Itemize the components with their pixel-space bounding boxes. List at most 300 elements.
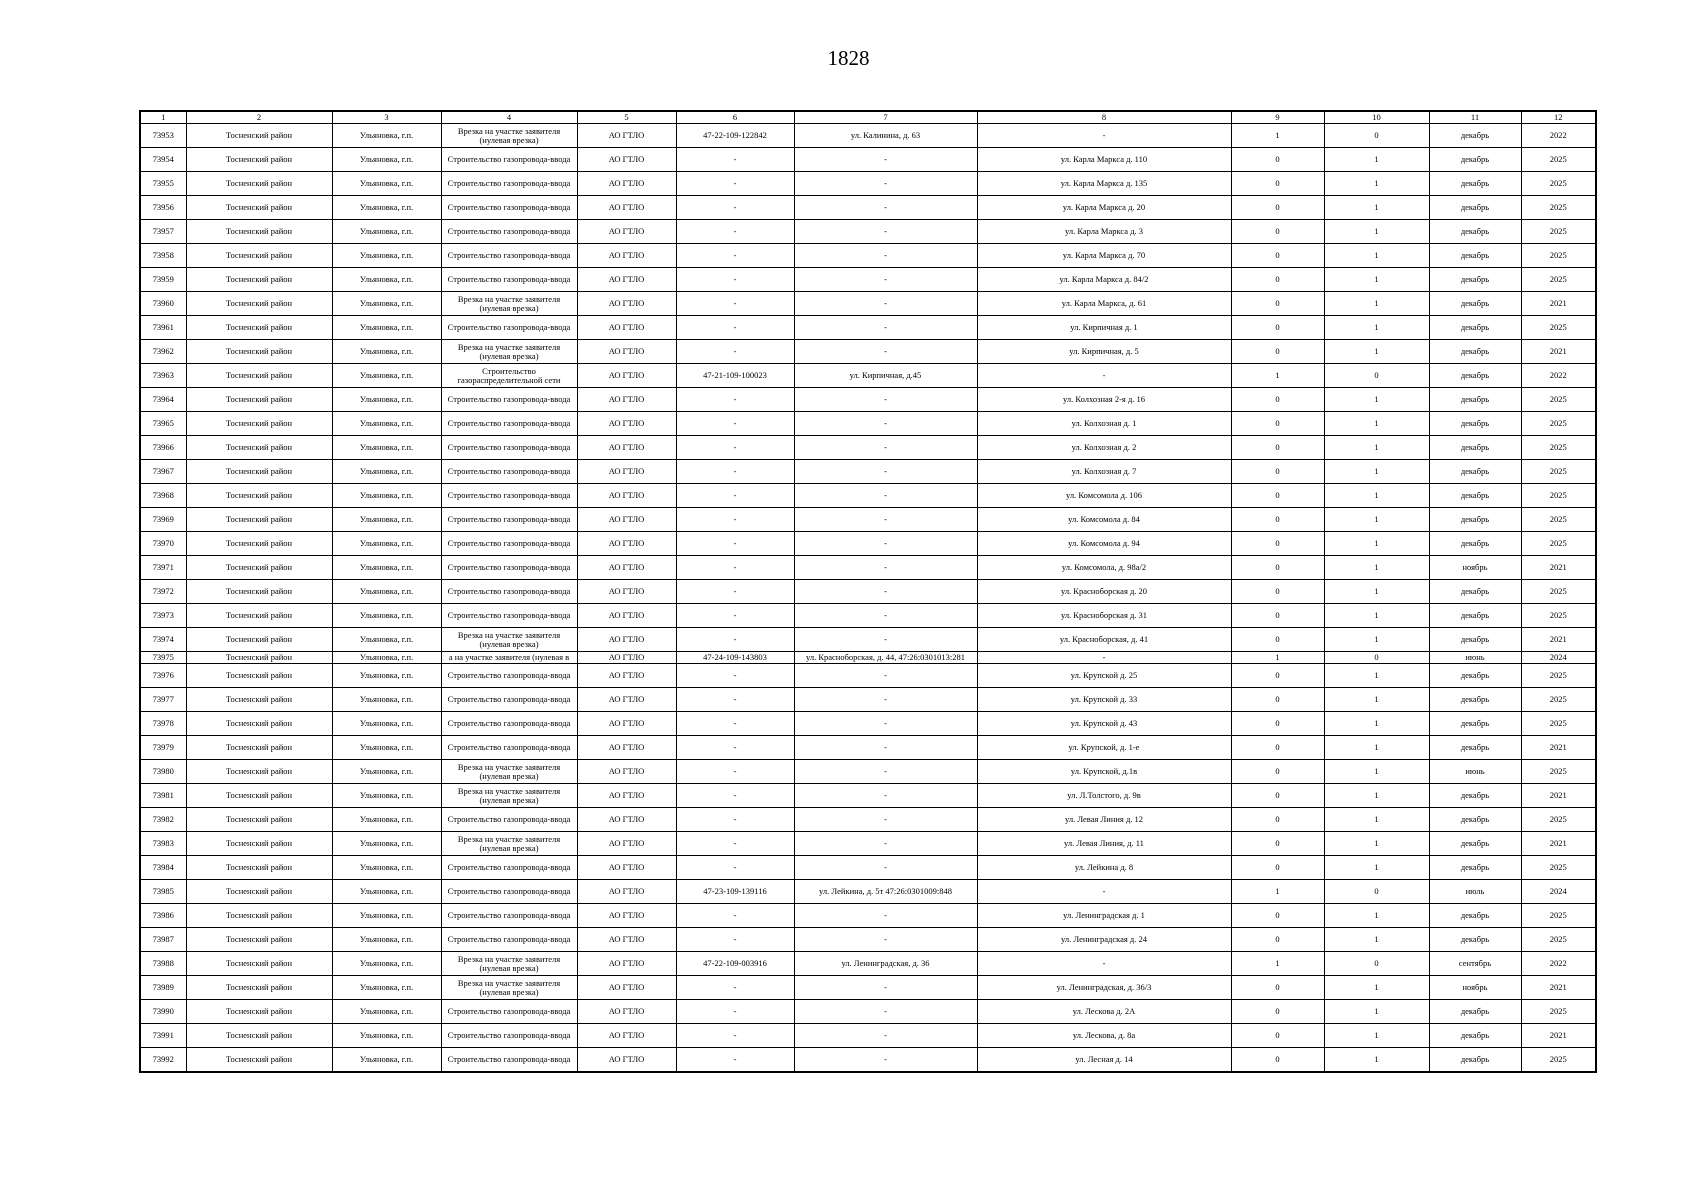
year-cell: 2025 bbox=[1521, 760, 1596, 784]
year-cell: 2025 bbox=[1521, 268, 1596, 292]
work-type-cell: Строительство газопровода-ввода bbox=[441, 1048, 577, 1073]
month-cell: декабрь bbox=[1429, 664, 1521, 688]
object-address-cell: - bbox=[794, 784, 977, 808]
count-b-cell: 1 bbox=[1324, 340, 1429, 364]
count-b-cell: 1 bbox=[1324, 976, 1429, 1000]
month-cell: декабрь bbox=[1429, 928, 1521, 952]
applicant-address-cell: ул. Красноборская д. 31 bbox=[977, 604, 1231, 628]
object-address-cell: - bbox=[794, 604, 977, 628]
district-cell: Тосненский район bbox=[186, 664, 332, 688]
district-cell: Тосненский район bbox=[186, 196, 332, 220]
month-cell: декабрь bbox=[1429, 172, 1521, 196]
applicant-address-cell: ул. Крупской д. 25 bbox=[977, 664, 1231, 688]
district-cell: Тосненский район bbox=[186, 508, 332, 532]
object-address-cell: - bbox=[794, 220, 977, 244]
cadastral-number-cell: - bbox=[676, 532, 794, 556]
month-cell: декабрь bbox=[1429, 604, 1521, 628]
object-address-cell: - bbox=[794, 856, 977, 880]
row-number-cell: 73971 bbox=[140, 556, 186, 580]
district-cell: Тосненский район bbox=[186, 388, 332, 412]
cadastral-number-cell: - bbox=[676, 784, 794, 808]
row-number-cell: 73988 bbox=[140, 952, 186, 976]
cadastral-number-cell: - bbox=[676, 556, 794, 580]
count-a-cell: 0 bbox=[1231, 1000, 1324, 1024]
organization-cell: АО ГТЛО bbox=[577, 508, 676, 532]
month-cell: декабрь bbox=[1429, 904, 1521, 928]
organization-cell: АО ГТЛО bbox=[577, 124, 676, 148]
object-address-cell: - bbox=[794, 832, 977, 856]
cadastral-number-cell: 47-23-109-139116 bbox=[676, 880, 794, 904]
year-cell: 2021 bbox=[1521, 784, 1596, 808]
district-cell: Тосненский район bbox=[186, 268, 332, 292]
district-cell: Тосненский район bbox=[186, 532, 332, 556]
count-a-cell: 0 bbox=[1231, 832, 1324, 856]
applicant-address-cell: ул. Колхозная д. 7 bbox=[977, 460, 1231, 484]
object-address-cell: - bbox=[794, 976, 977, 1000]
year-cell: 2025 bbox=[1521, 688, 1596, 712]
district-cell: Тосненский район bbox=[186, 292, 332, 316]
cadastral-number-cell: - bbox=[676, 436, 794, 460]
count-b-cell: 1 bbox=[1324, 532, 1429, 556]
page-number: 1828 bbox=[827, 46, 870, 70]
month-cell: июнь bbox=[1429, 760, 1521, 784]
settlement-cell: Ульяновка, г.п. bbox=[332, 484, 441, 508]
object-address-cell: - bbox=[794, 1048, 977, 1073]
table-row bbox=[140, 340, 1596, 364]
count-a-cell: 0 bbox=[1231, 604, 1324, 628]
month-cell: декабрь bbox=[1429, 460, 1521, 484]
year-cell: 2025 bbox=[1521, 1048, 1596, 1073]
work-type-cell: Строительство газопровода-ввода bbox=[441, 172, 577, 196]
settlement-cell: Ульяновка, г.п. bbox=[332, 436, 441, 460]
month-cell: декабрь bbox=[1429, 220, 1521, 244]
count-b-cell: 1 bbox=[1324, 1048, 1429, 1073]
table-row bbox=[140, 580, 1596, 604]
year-cell: 2025 bbox=[1521, 172, 1596, 196]
organization-cell: АО ГТЛО bbox=[577, 412, 676, 436]
settlement-cell: Ульяновка, г.п. bbox=[332, 652, 441, 664]
row-number-cell: 73953 bbox=[140, 124, 186, 148]
count-b-cell: 1 bbox=[1324, 220, 1429, 244]
applicant-address-cell: ул. Красноборская д. 20 bbox=[977, 580, 1231, 604]
object-address-cell: - bbox=[794, 928, 977, 952]
organization-cell: АО ГТЛО bbox=[577, 784, 676, 808]
organization-cell: АО ГТЛО bbox=[577, 340, 676, 364]
month-cell: ноябрь bbox=[1429, 976, 1521, 1000]
settlement-cell: Ульяновка, г.п. bbox=[332, 196, 441, 220]
year-cell: 2025 bbox=[1521, 904, 1596, 928]
row-number-cell: 73957 bbox=[140, 220, 186, 244]
applicant-address-cell: ул. Карла Маркса д. 135 bbox=[977, 172, 1231, 196]
applicant-address-cell: ул. Крупской д. 43 bbox=[977, 712, 1231, 736]
month-cell: декабрь bbox=[1429, 292, 1521, 316]
table-row bbox=[140, 952, 1596, 976]
count-a-cell: 1 bbox=[1231, 364, 1324, 388]
district-cell: Тосненский район bbox=[186, 856, 332, 880]
district-cell: Тосненский район bbox=[186, 412, 332, 436]
district-cell: Тосненский район bbox=[186, 712, 332, 736]
district-cell: Тосненский район bbox=[186, 1048, 332, 1073]
applicant-address-cell: ул. Крупской, д.1в bbox=[977, 760, 1231, 784]
work-type-cell: Врезка на участке заявителя (нулевая врезка) bbox=[441, 976, 577, 1000]
table-row bbox=[140, 556, 1596, 580]
work-type-cell: Строительство газопровода-ввода bbox=[441, 388, 577, 412]
year-cell: 2025 bbox=[1521, 484, 1596, 508]
count-a-cell: 0 bbox=[1231, 196, 1324, 220]
month-cell: ноябрь bbox=[1429, 556, 1521, 580]
count-a-cell: 1 bbox=[1231, 652, 1324, 664]
count-a-cell: 0 bbox=[1231, 172, 1324, 196]
work-type-cell: Врезка на участке заявителя (нулевая врезка) bbox=[441, 760, 577, 784]
object-address-cell: ул. Красноборская, д. 44, 47:26:0301013:281 bbox=[794, 652, 977, 664]
applicant-address-cell: ул. Кирпичная д. 1 bbox=[977, 316, 1231, 340]
month-cell: декабрь bbox=[1429, 1048, 1521, 1073]
district-cell: Тосненский район bbox=[186, 880, 332, 904]
settlement-cell: Ульяновка, г.п. bbox=[332, 832, 441, 856]
applicant-address-cell: ул. Карла Маркса д. 3 bbox=[977, 220, 1231, 244]
count-a-cell: 0 bbox=[1231, 244, 1324, 268]
count-a-cell: 0 bbox=[1231, 928, 1324, 952]
cadastral-number-cell: - bbox=[676, 688, 794, 712]
month-cell: декабрь bbox=[1429, 196, 1521, 220]
row-number-cell: 73987 bbox=[140, 928, 186, 952]
applicant-address-cell: ул. Кирпичная, д. 5 bbox=[977, 340, 1231, 364]
settlement-cell: Ульяновка, г.п. bbox=[332, 172, 441, 196]
row-number-cell: 73958 bbox=[140, 244, 186, 268]
row-number-cell: 73989 bbox=[140, 976, 186, 1000]
count-a-cell: 0 bbox=[1231, 340, 1324, 364]
row-number-cell: 73977 bbox=[140, 688, 186, 712]
work-type-cell: а на участке заявителя (нулевая в bbox=[441, 652, 577, 664]
cadastral-number-cell: - bbox=[676, 664, 794, 688]
applicant-address-cell: ул. Карла Маркса д. 84/2 bbox=[977, 268, 1231, 292]
row-number-cell: 73969 bbox=[140, 508, 186, 532]
organization-cell: АО ГТЛО bbox=[577, 148, 676, 172]
applicant-address-cell: ул. Лейкина д. 8 bbox=[977, 856, 1231, 880]
organization-cell: АО ГТЛО bbox=[577, 244, 676, 268]
settlement-cell: Ульяновка, г.п. bbox=[332, 712, 441, 736]
column-header: 2 bbox=[186, 111, 332, 124]
object-address-cell: - bbox=[794, 688, 977, 712]
year-cell: 2022 bbox=[1521, 952, 1596, 976]
settlement-cell: Ульяновка, г.п. bbox=[332, 340, 441, 364]
district-cell: Тосненский район bbox=[186, 628, 332, 652]
organization-cell: АО ГТЛО bbox=[577, 880, 676, 904]
district-cell: Тосненский район bbox=[186, 1024, 332, 1048]
count-a-cell: 0 bbox=[1231, 856, 1324, 880]
count-a-cell: 0 bbox=[1231, 904, 1324, 928]
count-a-cell: 0 bbox=[1231, 316, 1324, 340]
applicant-address-cell: ул. Карла Маркса д. 110 bbox=[977, 148, 1231, 172]
row-number-cell: 73982 bbox=[140, 808, 186, 832]
month-cell: декабрь bbox=[1429, 712, 1521, 736]
month-cell: декабрь bbox=[1429, 508, 1521, 532]
table-row bbox=[140, 220, 1596, 244]
applicant-address-cell: ул. Лесная д. 14 bbox=[977, 1048, 1231, 1073]
work-type-cell: Врезка на участке заявителя (нулевая врезка) bbox=[441, 340, 577, 364]
district-cell: Тосненский район bbox=[186, 556, 332, 580]
work-type-cell: Строительство газопровода-ввода bbox=[441, 484, 577, 508]
object-address-cell: - bbox=[794, 436, 977, 460]
settlement-cell: Ульяновка, г.п. bbox=[332, 688, 441, 712]
count-a-cell: 0 bbox=[1231, 436, 1324, 460]
district-cell: Тосненский район bbox=[186, 928, 332, 952]
count-a-cell: 0 bbox=[1231, 1048, 1324, 1073]
cadastral-number-cell: - bbox=[676, 220, 794, 244]
cadastral-number-cell: - bbox=[676, 340, 794, 364]
count-a-cell: 0 bbox=[1231, 460, 1324, 484]
row-number-cell: 73991 bbox=[140, 1024, 186, 1048]
count-b-cell: 1 bbox=[1324, 388, 1429, 412]
settlement-cell: Ульяновка, г.п. bbox=[332, 556, 441, 580]
count-a-cell: 0 bbox=[1231, 712, 1324, 736]
applicant-address-cell: ул. Колхозная 2-я д. 16 bbox=[977, 388, 1231, 412]
work-type-cell: Строительство газопровода-ввода bbox=[441, 1024, 577, 1048]
cadastral-number-cell: - bbox=[676, 928, 794, 952]
row-number-cell: 73985 bbox=[140, 880, 186, 904]
organization-cell: АО ГТЛО bbox=[577, 628, 676, 652]
count-a-cell: 0 bbox=[1231, 484, 1324, 508]
work-type-cell: Строительство газопровода-ввода bbox=[441, 712, 577, 736]
month-cell: декабрь bbox=[1429, 124, 1521, 148]
count-a-cell: 0 bbox=[1231, 760, 1324, 784]
table-row bbox=[140, 124, 1596, 148]
table-row bbox=[140, 484, 1596, 508]
count-a-cell: 0 bbox=[1231, 688, 1324, 712]
organization-cell: АО ГТЛО bbox=[577, 460, 676, 484]
count-b-cell: 1 bbox=[1324, 244, 1429, 268]
work-type-cell: Строительство газопровода-ввода bbox=[441, 436, 577, 460]
cadastral-number-cell: - bbox=[676, 196, 794, 220]
month-cell: декабрь bbox=[1429, 688, 1521, 712]
row-number-cell: 73986 bbox=[140, 904, 186, 928]
count-a-cell: 0 bbox=[1231, 412, 1324, 436]
table-row bbox=[140, 364, 1596, 388]
settlement-cell: Ульяновка, г.п. bbox=[332, 880, 441, 904]
table-row bbox=[140, 172, 1596, 196]
year-cell: 2025 bbox=[1521, 712, 1596, 736]
work-type-cell: Строительство газопровода-ввода bbox=[441, 220, 577, 244]
row-number-cell: 73965 bbox=[140, 412, 186, 436]
cadastral-number-cell: - bbox=[676, 388, 794, 412]
organization-cell: АО ГТЛО bbox=[577, 196, 676, 220]
cadastral-number-cell: - bbox=[676, 292, 794, 316]
row-number-cell: 73955 bbox=[140, 172, 186, 196]
row-number-cell: 73968 bbox=[140, 484, 186, 508]
object-address-cell: - bbox=[794, 1000, 977, 1024]
object-address-cell: - bbox=[794, 580, 977, 604]
column-header: 5 bbox=[577, 111, 676, 124]
organization-cell: АО ГТЛО bbox=[577, 952, 676, 976]
column-header: 9 bbox=[1231, 111, 1324, 124]
district-cell: Тосненский район bbox=[186, 784, 332, 808]
month-cell: декабрь bbox=[1429, 580, 1521, 604]
count-b-cell: 1 bbox=[1324, 292, 1429, 316]
work-type-cell: Строительство газопровода-ввода bbox=[441, 556, 577, 580]
work-type-cell: Строительство газопровода-ввода bbox=[441, 1000, 577, 1024]
table-row bbox=[140, 928, 1596, 952]
row-number-cell: 73992 bbox=[140, 1048, 186, 1073]
work-type-cell: Строительство газопровода-ввода bbox=[441, 904, 577, 928]
cadastral-number-cell: 47-24-109-143803 bbox=[676, 652, 794, 664]
count-b-cell: 1 bbox=[1324, 760, 1429, 784]
organization-cell: АО ГТЛО bbox=[577, 976, 676, 1000]
object-address-cell: - bbox=[794, 532, 977, 556]
settlement-cell: Ульяновка, г.п. bbox=[332, 316, 441, 340]
count-b-cell: 1 bbox=[1324, 148, 1429, 172]
column-header: 12 bbox=[1521, 111, 1596, 124]
district-cell: Тосненский район bbox=[186, 688, 332, 712]
work-type-cell: Строительство газопровода-ввода bbox=[441, 532, 577, 556]
table-body bbox=[140, 124, 1596, 1073]
cadastral-number-cell: - bbox=[676, 1000, 794, 1024]
year-cell: 2025 bbox=[1521, 412, 1596, 436]
count-b-cell: 0 bbox=[1324, 124, 1429, 148]
month-cell: декабрь bbox=[1429, 340, 1521, 364]
column-header: 7 bbox=[794, 111, 977, 124]
cadastral-number-cell: - bbox=[676, 484, 794, 508]
column-header: 6 bbox=[676, 111, 794, 124]
applicant-address-cell: ул. Комсомола, д. 98а/2 bbox=[977, 556, 1231, 580]
count-a-cell: 0 bbox=[1231, 268, 1324, 292]
district-cell: Тосненский район bbox=[186, 220, 332, 244]
table-row bbox=[140, 904, 1596, 928]
month-cell: декабрь bbox=[1429, 856, 1521, 880]
count-b-cell: 1 bbox=[1324, 484, 1429, 508]
work-type-cell: Строительство газопровода-ввода bbox=[441, 244, 577, 268]
row-number-cell: 73967 bbox=[140, 460, 186, 484]
year-cell: 2025 bbox=[1521, 316, 1596, 340]
object-address-cell: - bbox=[794, 268, 977, 292]
cadastral-number-cell: - bbox=[676, 412, 794, 436]
row-number-cell: 73961 bbox=[140, 316, 186, 340]
year-cell: 2025 bbox=[1521, 148, 1596, 172]
cadastral-number-cell: - bbox=[676, 904, 794, 928]
work-type-cell: Строительство газопровода-ввода bbox=[441, 148, 577, 172]
year-cell: 2025 bbox=[1521, 244, 1596, 268]
year-cell: 2021 bbox=[1521, 1024, 1596, 1048]
month-cell: декабрь bbox=[1429, 316, 1521, 340]
organization-cell: АО ГТЛО bbox=[577, 808, 676, 832]
count-b-cell: 1 bbox=[1324, 316, 1429, 340]
month-cell: декабрь bbox=[1429, 628, 1521, 652]
object-address-cell: - bbox=[794, 712, 977, 736]
year-cell: 2025 bbox=[1521, 196, 1596, 220]
object-address-cell: - bbox=[794, 340, 977, 364]
organization-cell: АО ГТЛО bbox=[577, 388, 676, 412]
settlement-cell: Ульяновка, г.п. bbox=[332, 736, 441, 760]
count-b-cell: 1 bbox=[1324, 1024, 1429, 1048]
cadastral-number-cell: - bbox=[676, 580, 794, 604]
district-cell: Тосненский район bbox=[186, 808, 332, 832]
count-a-cell: 0 bbox=[1231, 784, 1324, 808]
count-a-cell: 0 bbox=[1231, 508, 1324, 532]
month-cell: декабрь bbox=[1429, 364, 1521, 388]
row-number-cell: 73979 bbox=[140, 736, 186, 760]
organization-cell: АО ГТЛО bbox=[577, 760, 676, 784]
table-row bbox=[140, 664, 1596, 688]
count-a-cell: 0 bbox=[1231, 292, 1324, 316]
work-type-cell: Врезка на участке заявителя (нулевая врезка) bbox=[441, 832, 577, 856]
year-cell: 2025 bbox=[1521, 388, 1596, 412]
month-cell: декабрь bbox=[1429, 484, 1521, 508]
district-cell: Тосненский район bbox=[186, 976, 332, 1000]
table-row bbox=[140, 760, 1596, 784]
cadastral-number-cell: - bbox=[676, 268, 794, 292]
applicant-address-cell: ул. Лескова д. 2А bbox=[977, 1000, 1231, 1024]
district-cell: Тосненский район bbox=[186, 436, 332, 460]
settlement-cell: Ульяновка, г.п. bbox=[332, 412, 441, 436]
month-cell: декабрь bbox=[1429, 1000, 1521, 1024]
object-address-cell: ул. Ленинградская, д. 36 bbox=[794, 952, 977, 976]
count-b-cell: 1 bbox=[1324, 688, 1429, 712]
year-cell: 2025 bbox=[1521, 436, 1596, 460]
district-cell: Тосненский район bbox=[186, 652, 332, 664]
applicant-address-cell: ул. Колхозная д. 1 bbox=[977, 412, 1231, 436]
object-address-cell: - bbox=[794, 736, 977, 760]
count-b-cell: 1 bbox=[1324, 856, 1429, 880]
count-b-cell: 1 bbox=[1324, 412, 1429, 436]
count-a-cell: 0 bbox=[1231, 220, 1324, 244]
row-number-cell: 73954 bbox=[140, 148, 186, 172]
district-cell: Тосненский район bbox=[186, 316, 332, 340]
year-cell: 2025 bbox=[1521, 928, 1596, 952]
month-cell: декабрь bbox=[1429, 784, 1521, 808]
count-b-cell: 1 bbox=[1324, 268, 1429, 292]
applicant-address-cell: ул. Лескова, д. 8а bbox=[977, 1024, 1231, 1048]
settlement-cell: Ульяновка, г.п. bbox=[332, 856, 441, 880]
settlement-cell: Ульяновка, г.п. bbox=[332, 760, 441, 784]
table-row bbox=[140, 316, 1596, 340]
year-cell: 2021 bbox=[1521, 628, 1596, 652]
applicant-address-cell: ул. Колхозная д. 2 bbox=[977, 436, 1231, 460]
month-cell: декабрь bbox=[1429, 268, 1521, 292]
work-type-cell: Врезка на участке заявителя (нулевая врезка) bbox=[441, 784, 577, 808]
organization-cell: АО ГТЛО bbox=[577, 532, 676, 556]
cadastral-number-cell: - bbox=[676, 508, 794, 532]
row-number-cell: 73956 bbox=[140, 196, 186, 220]
month-cell: июнь bbox=[1429, 652, 1521, 664]
work-type-cell: Строительство газопровода-ввода bbox=[441, 412, 577, 436]
column-header: 10 bbox=[1324, 111, 1429, 124]
table-row bbox=[140, 508, 1596, 532]
month-cell: декабрь bbox=[1429, 532, 1521, 556]
applicant-address-cell: - bbox=[977, 364, 1231, 388]
settlement-cell: Ульяновка, г.п. bbox=[332, 808, 441, 832]
year-cell: 2025 bbox=[1521, 856, 1596, 880]
count-b-cell: 1 bbox=[1324, 928, 1429, 952]
table-row bbox=[140, 532, 1596, 556]
cadastral-number-cell: 47-21-109-100023 bbox=[676, 364, 794, 388]
count-b-cell: 1 bbox=[1324, 172, 1429, 196]
district-cell: Тосненский район bbox=[186, 1000, 332, 1024]
month-cell: декабрь bbox=[1429, 412, 1521, 436]
object-address-cell: - bbox=[794, 388, 977, 412]
applicant-address-cell: ул. Ленинградская д. 1 bbox=[977, 904, 1231, 928]
year-cell: 2021 bbox=[1521, 832, 1596, 856]
applicant-address-cell: ул. Левая Линия, д. 11 bbox=[977, 832, 1231, 856]
year-cell: 2021 bbox=[1521, 292, 1596, 316]
district-cell: Тосненский район bbox=[186, 364, 332, 388]
row-number-cell: 73972 bbox=[140, 580, 186, 604]
organization-cell: АО ГТЛО bbox=[577, 220, 676, 244]
table-row bbox=[140, 1024, 1596, 1048]
cadastral-number-cell: - bbox=[676, 148, 794, 172]
year-cell: 2025 bbox=[1521, 604, 1596, 628]
organization-cell: АО ГТЛО bbox=[577, 484, 676, 508]
row-number-cell: 73960 bbox=[140, 292, 186, 316]
count-b-cell: 1 bbox=[1324, 460, 1429, 484]
